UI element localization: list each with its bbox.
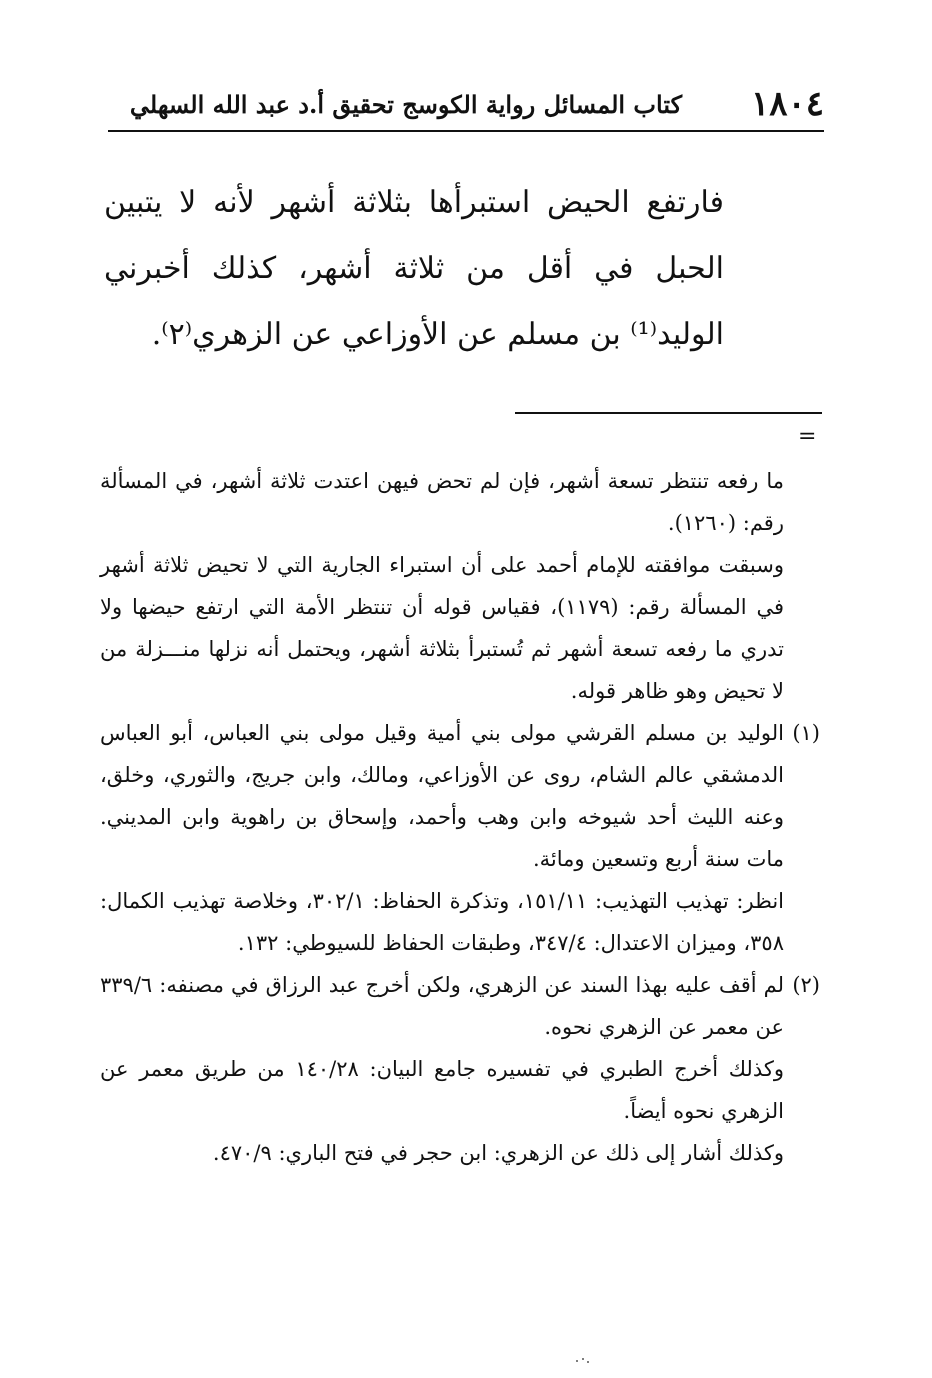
footnote-number: (٢): [792, 973, 820, 997]
footnote-body: [100, 712, 784, 964]
footnote-paragraph: وكذلك أشار إلى ذلك عن الزهري: ابن حجر في فتح الباري: ٤٧٠/٩.: [212, 1141, 784, 1165]
footnote-1: [100, 712, 820, 964]
running-head: كتاب المسائل رواية الكوسج تحقيق أ.د عبد الله السهلي: [129, 90, 682, 119]
scan-speck-marks: [575, 1356, 591, 1364]
footnote-paragraph: وكذلك أخرج الطبري في تفسيره جامع البيان: ١٤٠/٢٨ من طريق معمر عن الزهري نحوه أيضاً.: [100, 1057, 784, 1123]
footnote-body: [100, 964, 784, 1174]
page-header: [108, 82, 824, 130]
header-rule: [108, 130, 824, 132]
main-paragraph: فارتفع الحيض استبرأها بثلاثة أشهر لأنه لا يتبين الحبل في أقل من ثلاثة أشهر، كذلك أخبرني الوليد⁽¹⁾ بن مسلم عن الأوزاعي عن الزهري⁽٢⁾.: [104, 185, 724, 352]
footnote-2: [100, 964, 820, 1174]
footnote-separator: [515, 412, 822, 414]
footnote-paragraph: لم أقف عليه بهذا السند عن الزهري، ولكن أخرج عبد الرزاق في مصنفه: ٣٣٩/٦ عن معمر عن الزهري نحوه.: [100, 973, 784, 1039]
footnote-continued-mark: =: [798, 424, 817, 449]
footnote-paragraph: الوليد بن مسلم القرشي مولى بني أمية وقيل مولى بني العباس، أبو العباس الدمشقي عالم الشام، روى عن الأوزاعي، ومالك، وابن جريج، والثوري، وخلق، وعنه الليث أحد شيوخه وابن وهب وأحمد، وإسحاق بن راهوية وابن المديني. مات سنة أربع وتسعين ومائة.: [100, 721, 784, 871]
page-number: ١٨٠٤: [750, 84, 824, 124]
footnote-paragraph: انظر: تهذيب التهذيب: ١٥١/١١، وتذكرة الحفاظ: ٣٠٢/١، وخلاصة تهذيب الكمال: ٣٥٨، وميزان الاعتدال: ٣٤٧/٤، وطبقات الحفاظ للسيوطي: ١٣٢.: [100, 889, 785, 955]
footnote-continuation-paragraph: وسبقت موافقته للإمام أحمد على أن استبراء الجارية التي لا تحيض ثلاثة أشهر في المسألة رقم: (١١٧٩)، فقياس قوله أن تنتظر الأمة التي ارتفع حيضها ولا تدري ما رفعه تسعة أشهر ثم تُستبرأ بثلاثة أشهر، ويحتمل أنه نزلها منـــزلة من لا تحيض وهو ظاهر قوله.: [100, 553, 785, 703]
main-text: [104, 170, 724, 368]
footnotes: [100, 460, 820, 1174]
footnote-number: (١): [792, 721, 820, 745]
footnote-continuation-paragraph: ما رفعه تنتظر تسعة أشهر، فإن لم تحض فيهن اعتدت ثلاثة أشهر، في المسألة رقم: (١٢٦٠).: [100, 469, 784, 535]
